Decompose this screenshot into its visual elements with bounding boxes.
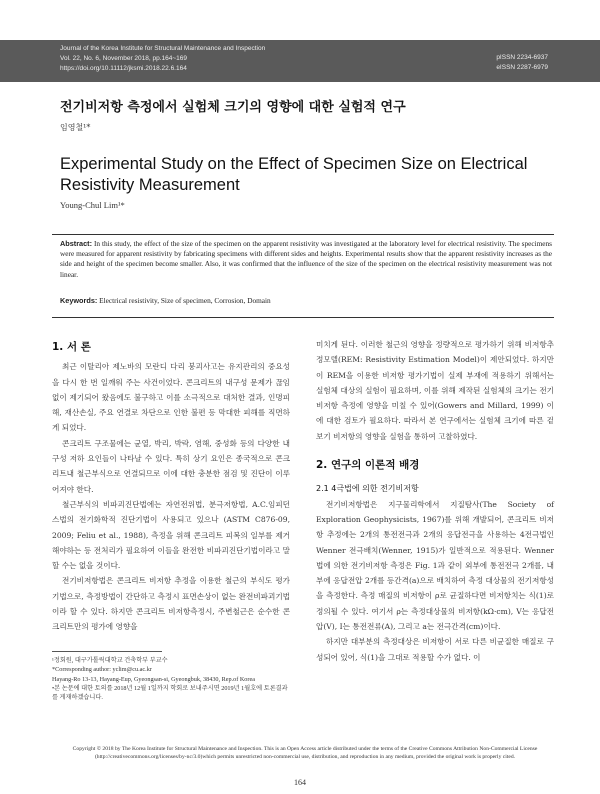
paragraph: 미치게 된다. 이러한 철근의 영향을 정량적으로 평가하기 위해 비저항추정모델(REM: Resistivity Estimation Model)이 제안되었다. 하지만 이 REM을 이용한 비저항 평가기법이 실제 부재에 적용하기 위해서는 실험체 대상의 실험이 필요하며, 이를 위해 제작된 실험체의 크기는 전기비저항 측정에 영향을 미칠 수 있어(Gowers and Millard, 1999) 이에 대한 검토가 필요하다. 따라서 본 연구에서는 실험체 크기에 따른 겉보기 비저항의 영향을 실험을 통하여 고찰하였다. [316,340,554,441]
author-korean: 임영철¹* [60,123,91,132]
paragraph: 전기비저항법은 지구물리학에서 지질탐사(The Society of Exploration Geophysicists, 1967)를 위해 개발되어, 콘크리트 비저항 추정에는 2개의 통전전극과 2개의 응답전극을 사용하는 4전극법인 Wenner 전극배치(Wenner, 1915)가 일반적으로 적용된다. Wenner법에 의한 전기비저항 측정은 Fig. 1과 같이 외부에 통전전극 2개를, 내부에 응답전압 2개를 등간격(a)으로 배치하여 측정 대상물의 전기저항성을 측정한다. 측정 매질의 비저항이 ρ로 균질하다면 비저항치는 식(1)로 정의될 수 있다. 여기서 ρ는 측정대상물의 비저항(kΩ·cm), V는 응답전압(V), I는 통전전류(A), 그리고 a는 전극간격(cm)이다. [316,499,554,632]
section-heading-intro: 1. 서 론 [52,341,91,353]
keywords-label: Keywords: [60,296,98,305]
keywords [60,296,552,305]
eissn: eISSN 2287-6979 [496,64,548,71]
paragraph: 콘크리트 구조물에는 균열, 박리, 박락, 염해, 중성화 등의 다양한 내구성 저하 요인들이 나타날 수 있다. 특히 상기 요인은 종국적으로 콘크리트내 철근부식으로 연결되므로 이에 대한 충분한 점검 및 진단이 이루어져야 한다. [52,438,290,494]
abstract-label: Abstract: [60,239,93,248]
pissn: pISSN 2234-6937 [496,54,548,61]
page-number: 164 [294,778,306,787]
footnote-corresponding: *Corresponding author: yclim@cu.ac.kr [52,666,152,674]
copyright-notice: Copyright © 2018 by The Korea Institute for Structural Maintenance and Inspection. This is an Open Access article distributed under the terms of the Creative Commons Attribution Non-Commercial License (http://creativecommons.org/licenses/by-nc/3.0)which permits unrestricted non-commercial use, distribution, and reproduction in any medium, provided the original work is properly cited. [72,746,538,760]
journal-header-band [0,40,600,82]
paragraph: 하지만 대부분의 측정대상은 비저항이 서로 다른 비균질한 매질로 구성되어 있어, 식(1)을 그대로 적용할 수가 없다. 이 [316,637,554,662]
abstract [60,239,552,280]
footnote-address: Hayang-Ro 13-13, Hayang-Eup, Gyeongsan-si, Gyeongbuk, 38430, Rep.of Korea [52,675,255,683]
footnote-discussion: •본 논문에 대한 토의를 2018년 12월 1일까지 학회로 보내주시면 2019년 1월호에 토론결과를 게재하겠습니다. [52,684,288,702]
abstract-box [52,234,554,318]
footnote-affiliation: ¹정회원, 대구가톨릭대학교 건축학부 부교수 [52,657,168,664]
paragraph: 전기비저항법은 콘크리트 비저항 추정을 이용한 철근의 부식도 평가기법으로, 측정방법이 간단하고 측정시 표면손상이 없는 완전비파괴기법이라 할 수 있다. 하지만 콘크리트 비저항측정시, 주변철근은 순수한 콘크리트만의 평가에 영향을 [52,576,290,632]
journal-doi[interactable]: https://doi.org/10.11112/jksmi.2018.22.6.164 [60,65,187,72]
paragraph: 철근부식의 비파괴진단법에는 자연전위법, 분극저항법, A.C.임피던스법의 전기화학적 진단기법이 사용되고 있으나 (ASTM C876-09, 2009; Feliu et al., 1988), 측정을 위해 콘크리트 피복의 일부를 제거해야하는 등 전처리가 필요하여 이들을 완전한 비파괴진단기법이라고 말할 수는 없을 것이다. [52,499,290,571]
footnote-rule [52,651,162,652]
keywords-text: Electrical resistivity, Size of specimen, Corrosion, Domain [97,296,271,305]
title-english: Experimental Study on the Effect of Specimen Size on Electrical Resistivity Measurement [60,155,528,194]
journal-info [60,44,265,74]
paragraph: 최근 이탈리아 제노바의 모란디 다리 붕괴사고는 유지관리의 중요성을 다시 한 번 일깨워 주는 사건이었다. 콘크리트의 내구성 문제가 끊임없이 제기되어 왔음에도 불구하고 이를 소극적으로 대처한 결과, 인명피해, 재산손실, 주요 연결로 차단으로 인한 불편 등 막대한 피해를 직면하게 되었다. [52,362,290,433]
author-english: Young-Chul Lim¹* [60,200,125,210]
subsection-heading: 2.1 4극법에 의한 전기비저항 [316,484,419,494]
left-column [52,340,290,635]
abstract-text: In this study, the effect of the size of the specimen on the apparent resistivity was investigated at the laboratory level for electrical resistivity. The specimens were measured for apparent resistivity by fabricating specimens with different sides and heights. Experimental results show that the apparent resistivity increases as the side and height of the specimen become smaller. Also, it was confirmed that the influence of the size of the specimen on the electrical resistivity measurement was not linear. [60,239,552,279]
issn-info [496,53,548,73]
journal-volume: Vol. 22, No. 6, November 2018, pp.164~169 [60,55,188,62]
right-column [316,337,554,665]
journal-name: Journal of the Korea Institute for Structural Maintenance and Inspection [60,45,266,52]
footnotes [52,656,292,702]
title-korean: 전기비저항 측정에서 실험체 크기의 영향에 대한 실험적 연구 [60,100,406,115]
section-heading-theory: 2. 연구의 이론적 배경 [316,459,420,472]
